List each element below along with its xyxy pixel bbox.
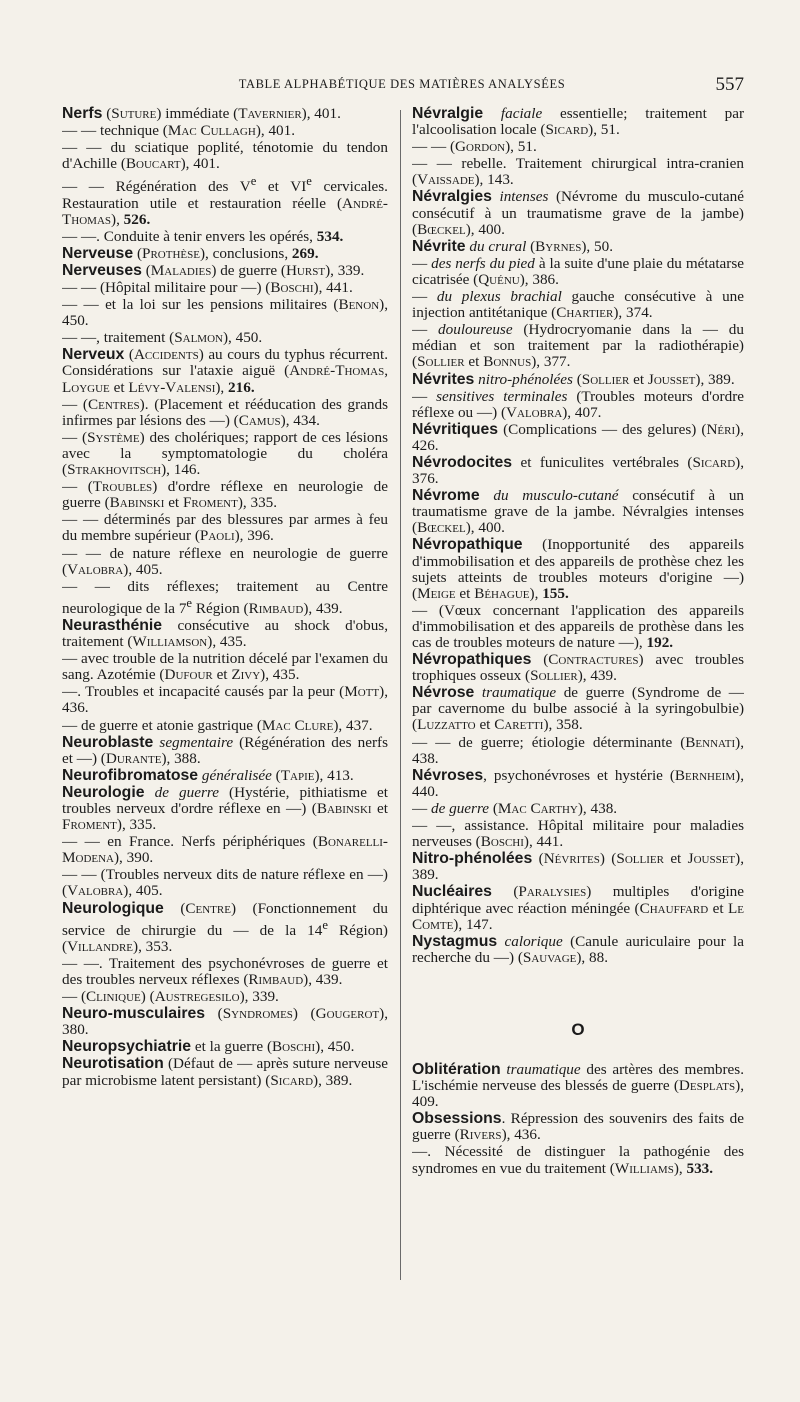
page-header xyxy=(60,74,744,96)
index-entry: Nerfs (Suture) immédiate (Tavernier), 401. xyxy=(62,106,341,122)
index-entries-n xyxy=(412,106,744,966)
index-entry: Névrites nitro-phénolées (Sollier et Jousset), 389. xyxy=(412,370,735,388)
index-entry: — — et la loi sur les pensions militaires (Benon), 450. xyxy=(62,296,388,330)
index-entry: Neurotisation (Défaut de — après suture nerveuse par microbisme latent persistant) (Sicard), 389. xyxy=(62,1055,388,1089)
index-column-left xyxy=(62,106,388,1286)
index-entry: — — Régénération des Ve et VIe cervicales. Restauration utile et restauration réelle (André-Thomas), 526. xyxy=(62,174,388,228)
index-entry: — (Centres). (Placement et rééducation des grands infirmes par lésions des —) (Camus), 434. xyxy=(62,395,388,429)
index-entry: — du plexus brachial gauche consécutive à une injection antitétanique (Chartier), 374. xyxy=(412,288,744,322)
index-entry: Névropathique (Inopportunité des appareils d'immobilisation et des appareils de prothèse chez les sujets atteints de troubles moteurs d'origine —) (Meige et Béhague), 155. xyxy=(412,536,744,602)
index-entry: — — de nature réflexe en neurologie de guerre (Valobra), 405. xyxy=(62,544,388,578)
index-entry: — (Clinique) (Austregesilo), 339. xyxy=(62,988,279,1006)
index-entry: Neurofibromatose généralisée (Tapie), 413. xyxy=(62,766,354,784)
index-entry: Névralgie faciale essentielle; traitement par l'alcoolisation locale (Sicard), 51. xyxy=(412,106,744,139)
index-entry: — —, assistance. Hôpital militaire pour maladies nerveuses (Boschi), 441. xyxy=(412,817,744,851)
index-entry: — (Système) des cholériques; rapport de ces lésions avec la symptomatologie du choléra (Strakhovitsch), 146. xyxy=(62,428,388,479)
index-entry: Obsessions. Répression des souvenirs des faits de guerre (Rivers), 436. xyxy=(412,1110,744,1144)
index-entry: Nerveux (Accidents) au cours du typhus récurrent. Considérations sur l'ataxie aiguë (André-Thomas, Loygue et Lévy-Valensi), 216. xyxy=(62,346,388,396)
index-entry: — —, traitement (Salmon), 450. xyxy=(62,329,263,347)
index-entry: — —. Conduite à tenir envers les opérés, 534. xyxy=(62,227,344,245)
index-entry: — avec trouble de la nutrition décelé par l'examen du sang. Azotémie (Dufour et Zivy), 435. xyxy=(62,650,388,684)
index-entry: — — dits réflexes; traitement au Centre neurologique de la 7e Région (Rimbaud), 439. xyxy=(62,577,388,617)
index-entry: — — déterminés par des blessures par armes à feu du membre supérieur (Paoli), 396. xyxy=(62,511,388,545)
index-entry: — des nerfs du pied à la suite d'une plaie du métatarse cicatrisée (Quénu), 386. xyxy=(412,254,744,288)
index-entry: — de guerre et atonie gastrique (Mac Clure), 437. xyxy=(62,716,373,734)
index-entry: Névrose traumatique de guerre (Syndrome de — par cavernome du bulbe associé à la syringobulbie) (Luzzatto et Caretti), 358. xyxy=(412,684,744,734)
index-entry: — — rebelle. Traitement chirurgical intra-cranien (Vaissade), 143. xyxy=(412,155,744,189)
index-entry: — — technique (Mac Cullagh), 401. xyxy=(62,122,296,140)
section-letter: O xyxy=(571,1019,585,1039)
index-entry: — douloureuse (Hydrocryomanie dans la — du médian et son traitement par la radiothérapie) (Sollier et Bonnus), 377. xyxy=(412,321,744,371)
column-divider xyxy=(400,110,401,1280)
index-entry: Névrodocites et funiculites vertébrales (Sicard), 376. xyxy=(412,453,744,488)
running-title: TABLE ALPHABÉTIQUE DES MATIÈRES ANALYSÉES xyxy=(238,77,566,91)
index-entry: —. Nécessité de distinguer la pathogénie des syndromes en vue du traitement (Williams), 533. xyxy=(412,1143,744,1177)
index-entry: Névroses, psychonévroses et hystérie (Bernheim), 440. xyxy=(412,766,744,800)
index-entry: Névrome du musculo-cutané consécutif à un traumatisme grave de la jambe. Névralgies intenses (Bœckel), 400. xyxy=(412,487,744,537)
index-entry: Neuroblaste segmentaire (Régénération des nerfs et —) (Durante), 388. xyxy=(62,733,388,767)
index-entries-o xyxy=(412,1062,744,1177)
index-entry: Nerveuses (Maladies) de guerre (Hurst), 339. xyxy=(62,261,365,279)
index-entry: Neuropsychiatrie et la guerre (Boschi), 450. xyxy=(62,1038,355,1056)
index-entry: — sensitives terminales (Troubles moteurs d'ordre réflexe ou —) (Valobra), 407. xyxy=(412,387,744,421)
index-entry: — — du sciatique poplité, ténotomie du tendon d'Achille (Boucart), 401. xyxy=(62,139,388,173)
index-entry: Névritiques (Complications — des gelures) (Néri), 426. xyxy=(412,420,744,454)
index-entry: — — de guerre; étiologie déterminante (Bennati), 438. xyxy=(412,733,744,767)
index-column-right xyxy=(412,106,744,1286)
index-entry: —. Troubles et incapacité causés par la peur (Mott), 436. xyxy=(62,683,388,717)
index-entry: Névropathiques (Contractures) avec troubles trophiques osseux (Sollier), 439. xyxy=(412,651,744,685)
index-entry: — — en France. Nerfs périphériques (Bonarelli-Modena), 390. xyxy=(62,833,388,867)
index-entry: Nitro-phénolées (Névrites) (Sollier et Jousset), 389. xyxy=(412,850,744,884)
index-entry: Neuro-musculaires (Syndromes) (Gougerot), 380. xyxy=(62,1005,388,1039)
index-entry: Nystagmus calorique (Canule auriculaire pour la recherche du —) (Sauvage), 88. xyxy=(412,932,744,966)
index-entry: Névralgies intenses (Névrome du musculo-cutané consécutif à un traumatisme grave de la jambe) (Bœckel), 400. xyxy=(412,188,744,238)
index-entry: — (Vœux concernant l'application des appareils d'immobilisation et des appareils de prothèse dans les cas de troubles moteurs de nature —), 192. xyxy=(412,601,744,651)
index-entry: — — (Hôpital militaire pour —) (Boschi), 441. xyxy=(62,279,353,296)
index-entry: Neurologie de guerre (Hystérie, pithiatisme et troubles nerveux d'ordre réflexe en —) (Babinski et Froment), 335. xyxy=(62,783,388,834)
page-number: 557 xyxy=(715,74,744,95)
index-entry: — — (Gordon), 51. xyxy=(412,138,537,156)
index-entry: Névrite du crural (Byrnes), 50. xyxy=(412,237,614,255)
index-entry: — — (Troubles nerveux dits de nature réflexe en —) (Valobra), 405. xyxy=(62,866,388,900)
index-entry: Nerveuse (Prothèse), conclusions, 269. xyxy=(62,244,319,262)
index-entry: Nucléaires (Paralysies) multiples d'origine diphtérique avec réaction méningée (Chauffard et Le Comte), 147. xyxy=(412,883,744,933)
index-entry: Oblitération traumatique des artères des membres. L'ischémie nerveuse des blessés de guerre (Desplats), 409. xyxy=(412,1060,744,1111)
index-entry: Neurologique (Centre) (Fonctionnement du service de chirurgie du — de la 14e Région) (Villandre), 353. xyxy=(62,899,388,955)
index-entry: — (Troubles) d'ordre réflexe en neurologie de guerre (Babinski et Froment), 335. xyxy=(62,478,388,512)
index-entry: — de guerre (Mac Carthy), 438. xyxy=(412,799,618,817)
index-entry: — —. Traitement des psychonévroses de guerre et des troubles nerveux réflexes (Rimbaud), 439. xyxy=(62,954,388,988)
index-entry: Neurasthénie consécutive au shock d'obus, traitement (Williamson), 435. xyxy=(62,616,388,651)
